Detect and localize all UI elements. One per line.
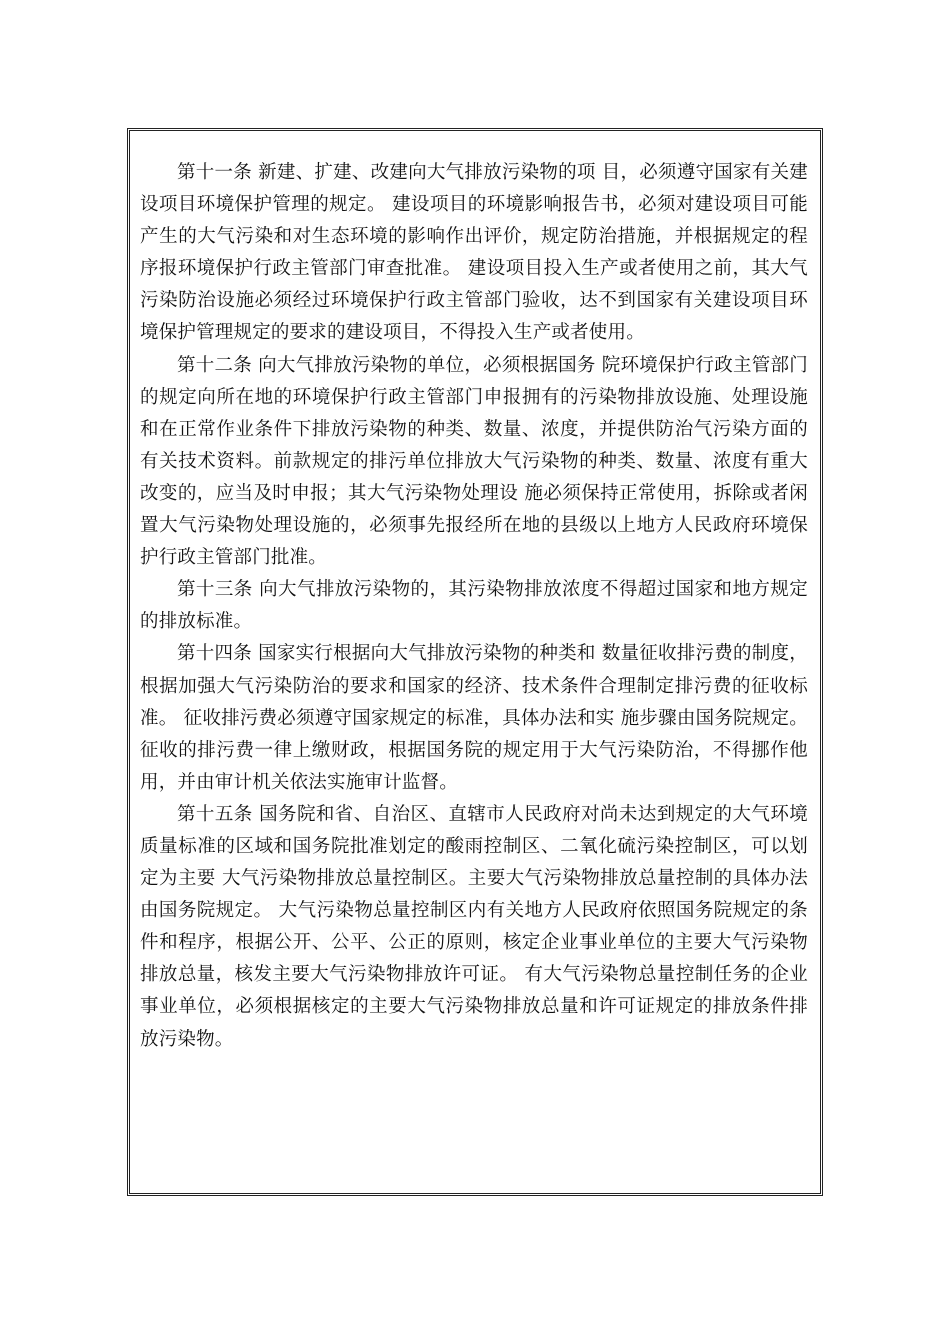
document-body [140, 157, 808, 1056]
article-13-paragraph: 第十三条 向大气排放污染物的，其污染物排放浓度不得超过国家和地方规定的排放标准。 [140, 579, 808, 633]
article-11-paragraph: 第十一条 新建、扩建、改建向大气排放污染物的项 目，必须遵守国家有关建设项目环境保护管理的规定。 建设项目的环境影响报告书，必须对建设项目可能产生的大气污染和对生态环境的影响作出评价，规定防治措施，并根据规定的程序报环境保护行政主管部门审查批准。 建设项目投入生产或者使用之前，其大气污染防治设施必须经过环境保护行政主管部门验收，达不到国家有关建设项目环境保护管理规定的要求的建设项目，不得投入生产或者使用。 [140, 162, 808, 344]
article-15-paragraph: 第十五条 国务院和省、自治区、直辖市人民政府对尚未达到规定的大气环境质量标准的区域和国务院批准划定的酸雨控制区、二氧化硫污染控制区，可以划定为主要 大气污染物排放总量控制区。主要大气污染物排放总量控制的具体办法由国务院规定。 大气污染物总量控制区内有关地方人民政府依照国务院规定的条件和程序，根据公开、公平、公正的原则，核定企业事业单位的主要大气污染物排放总量，核发主要大气污染物排放许可证。 有大气污染物总量控制任务的企业事业单位，必须根据核定的主要大气污染物排放总量和许可证规定的排放条件排放污染物。 [140, 803, 808, 1050]
article-12-paragraph: 第十二条 向大气排放污染物的单位，必须根据国务 院环境保护行政主管部门的规定向所在地的环境保护行政主管部门申报拥有的污染物排放设施、处理设施和在正常作业条件下排放污染物的种类、数量、浓度，并提供防治气污染方面的有关技术资料。前款规定的排污单位排放大气污染物的种类、数量、浓度有重大改变的，应当及时申报；其大气污染物处理设 施必须保持正常使用，拆除或者闲置大气污染物处理设施的，必须事先报经所在地的县级以上地方人民政府环境保护行政主管部门批准。 [140, 354, 808, 569]
article-14-paragraph: 第十四条 国家实行根据向大气排放污染物的种类和 数量征收排污费的制度，根据加强大气污染防治的要求和国家的经济、技术条件合理制定排污费的征收标准。 征收排污费必须遵守国家规定的标准，具体办法和实 施步骤由国务院规定。 征收的排污费一律上缴财政，根据国务院的规定用于大气污染防治，不得挪作他用，并由审计机关依法实施审计监督。 [140, 643, 808, 793]
document-frame [127, 128, 823, 1196]
